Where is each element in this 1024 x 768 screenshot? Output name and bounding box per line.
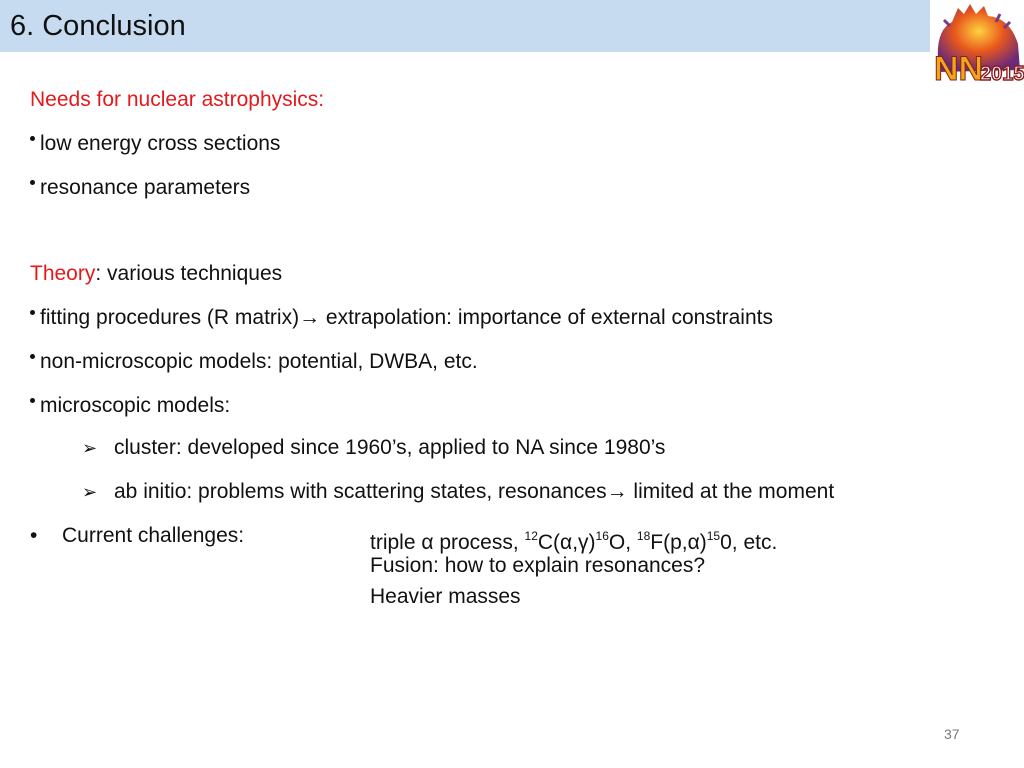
bullet-dot-icon	[30, 398, 35, 403]
sub-list-item: ➢ cluster: developed since 1960’s, applied to NA since 1980’s	[82, 434, 665, 462]
page-number: 37	[944, 726, 960, 742]
arrowhead-bullet-icon: ➢	[82, 482, 98, 502]
bullet-dot-icon: •	[30, 524, 38, 547]
challenges-line-3: Heavier masses	[370, 585, 521, 608]
slide-title: 6. Conclusion	[10, 10, 186, 42]
title-bar	[0, 0, 930, 52]
list-item: microscopic models:	[30, 392, 230, 420]
list-item: low energy cross sections	[30, 130, 280, 158]
challenges-label: Current challenges:	[62, 524, 245, 547]
bullet-dot-icon	[30, 180, 35, 185]
challenges-line-2: Fusion: how to explain resonances?	[370, 554, 706, 577]
arrow-right-icon: →	[606, 480, 628, 503]
svg-text:2015: 2015	[980, 63, 1024, 85]
bullet-dot-icon	[30, 136, 35, 141]
challenges-line-1: triple α process, $^{12}C(\alpha,\gamma)^{16}O$, $^{18}F(p,\alpha)^{15}0$, etc.	[370, 529, 778, 554]
list-item: fitting procedures (R matrix)→ extrapolation: importance of external constraints	[30, 304, 773, 332]
bullet-dot-icon	[30, 354, 35, 359]
arrow-right-icon: →	[299, 306, 321, 329]
needs-heading: Needs for nuclear astrophysics:	[30, 88, 325, 111]
svg-text:NN: NN	[934, 50, 984, 86]
list-item: non-microscopic models: potential, DWBA, etc.	[30, 348, 478, 376]
bullet-dot-icon	[30, 310, 35, 315]
theory-heading: Theory: various techniques	[30, 262, 283, 285]
nn2015-logo-icon	[930, 0, 1024, 86]
list-item: resonance parameters	[30, 174, 250, 202]
conference-logo	[930, 0, 1024, 86]
arrowhead-bullet-icon: ➢	[82, 438, 98, 458]
sub-list-item: ➢ ab initio: problems with scattering states, resonances→ limited at the moment	[82, 478, 834, 506]
